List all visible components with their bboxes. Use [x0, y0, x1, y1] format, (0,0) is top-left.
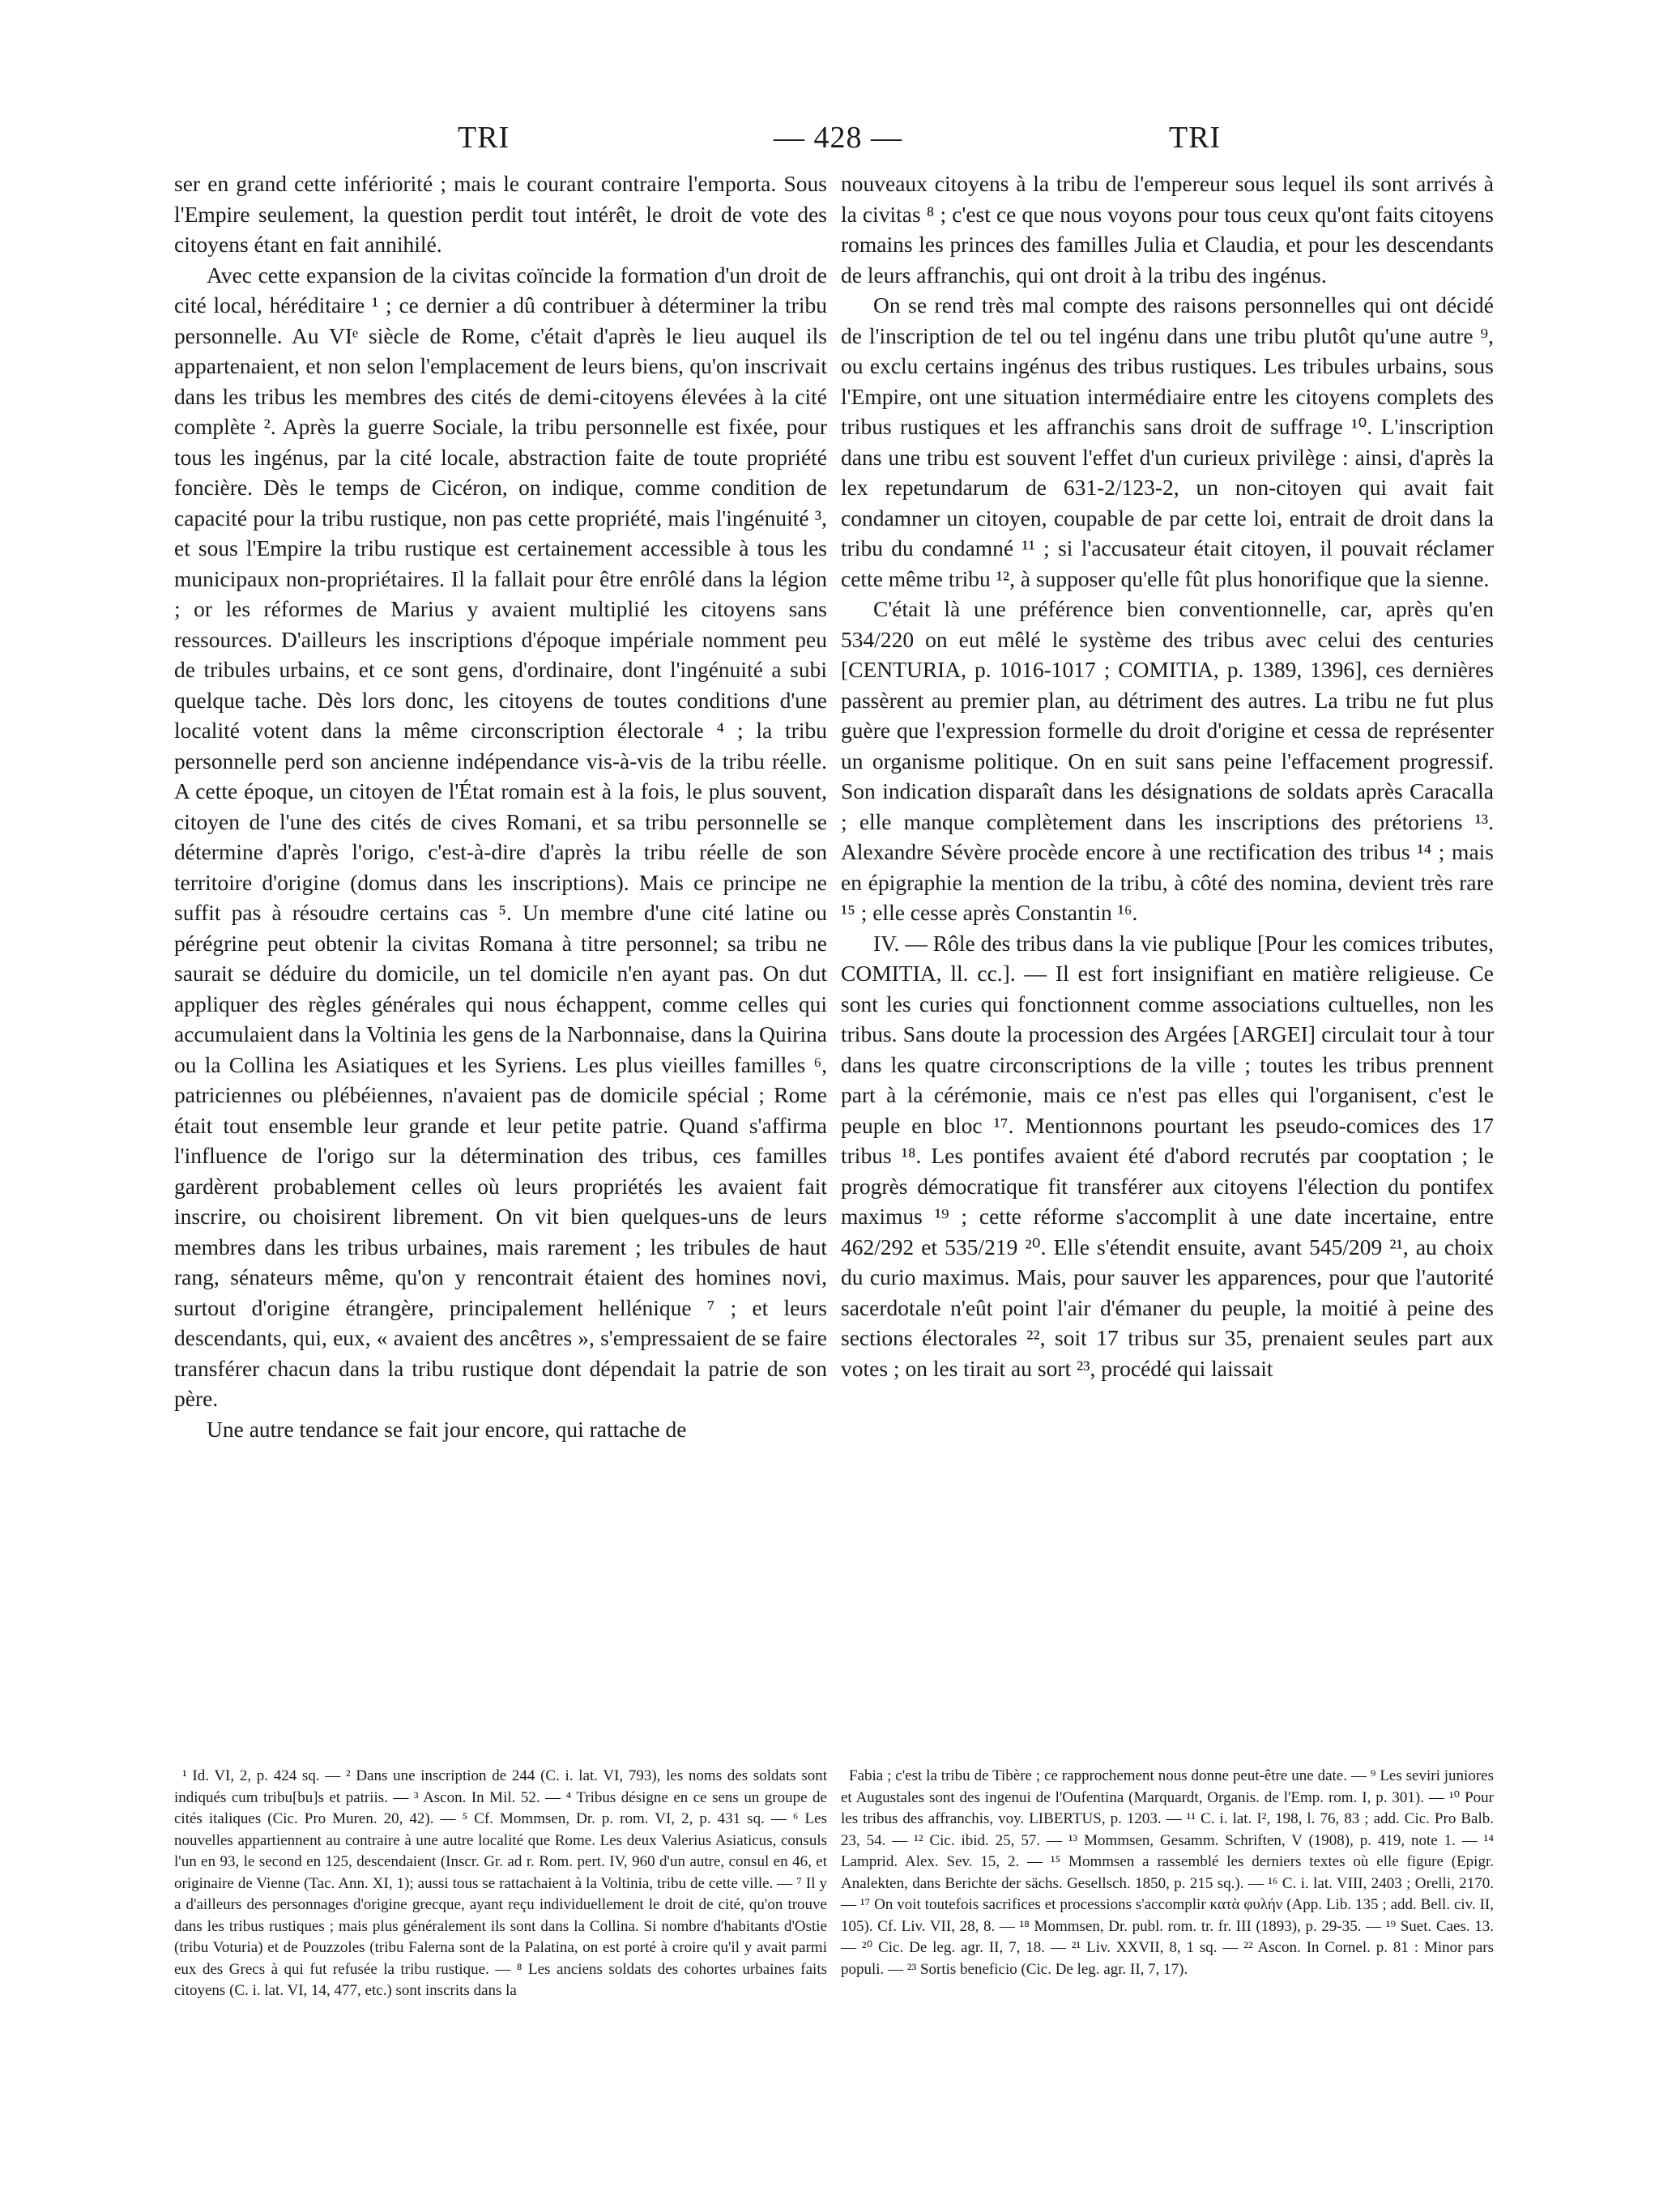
header-left-title: TRI — [458, 121, 510, 155]
right-footnotes — [841, 1766, 1494, 1980]
header-right-title: TRI — [1169, 121, 1222, 155]
left-column — [174, 168, 827, 1444]
left-paragraph-3: Une autre tendance se fait jour encore, qui rattache de — [207, 1416, 687, 1442]
running-header — [162, 120, 1531, 160]
right-paragraph-2: On se rend très mal compte des raisons personnelles qui ont décidé de l'inscription de tel ou tel ingénu dans une tribu plutôt qu'une autre ⁹, ou exclu certains ingénus des tribus rustiques. Les tribules urbains, sous l'Empire, ont une situation intermédiaire entre les citoyens complets des tribus rustiques et les affranchis sans droit de suffrage ¹⁰. L'inscription dans une tribu est souvent l'effet d'un curieux privilège : ainsi, d'après la lex repetundarum de 631-2/123-2, un non-citoyen qui avait fait condamner un citoyen, coupable de par cette loi, entrait de droit dans la tribu du condamné ¹¹ ; si l'accusateur était citoyen, il pouvait réclamer cette même tribu ¹², à supposer qu'elle fût plus honorifique que la sienne. — [841, 292, 1494, 591]
left-paragraph-1: ser en grand cette infériorité ; mais le courant contraire l'emporta. Sous l'Empire seulement, la question perdit tout intérêt, le droit de vote des citoyens étant en fait annihilé. — [174, 171, 827, 257]
left-paragraph-2: Avec cette expansion de la civitas coïncide la formation d'un droit de cité local, héréditaire ¹ ; ce dernier a dû contribuer à déterminer la tribu personnelle. Au VIᵉ siècle de Rome, c'était d'après le lieu auquel ils appartenaient, et non selon l'emplacement de leurs biens, qu'on inscrivait dans les tribus les membres des cités de demi-citoyens élevées à la cité complète ². Après la guerre Sociale, la tribu personnelle est fixée, pour tous les ingénus, par la cité locale, abstraction faite de toute propriété foncière. Dès le temps de Cicéron, on indique, comme condition de capacité pour la tribu rustique, non pas cette propriété, mais l'ingénuité ³, et sous l'Empire la tribu rustique est certainement accessible à tous les municipaux non-propriétaires. Il la fallait pour être enrôlé dans la légion ; or les réformes de Marius y avaient multiplié les citoyens sans ressources. D'ailleurs les inscriptions d'époque impériale nomment peu de tribules urbains, et ce sont gens, d'ordinaire, dont l'ingénuité a subi quelque tache. Dès lors donc, les citoyens de toutes conditions d'une localité votent dans la même circonscription électorale ⁴ ; la tribu personnelle perd son ancienne indépendance vis-à-vis de la tribu réelle. A cette époque, un citoyen de l'État romain est à la fois, le plus souvent, citoyen de l'une des cités de cives Romani, et sa tribu personnelle se détermine d'après l'origo, c'est-à-dire d'après la tribu réelle de son territoire d'origine (domus dans les inscriptions). Mais ce principe ne suffit pas à résoudre certains cas ⁵. Un membre d'une cité latine ou pérégrine peut obtenir la civitas Romana à titre personnel; sa tribu ne saurait se déduire du domicile, un tel domicile n'en ayant pas. On dut appliquer des règles générales qui nous échappent, comme celles qui accumulaient dans la Voltinia les gens de la Narbonnaise, dans la Quirina ou la Collina les Asiatiques et les Syriens. Les plus vieilles familles ⁶, patriciennes ou plébéiennes, n'avaient pas de domicile spécial ; Rome était tout ensemble leur grande et leur petite patrie. Quand s'affirma l'influence de l'origo sur la détermination des tribus, ces familles gardèrent probablement celles où leurs propriétés les avaient fait inscrire, ou choisirent librement. On vit bien quelques-uns de leurs membres dans les tribus urbaines, mais rarement ; les tribules de haut rang, sénateurs même, qu'on y rencontrait étaient des homines novi, surtout d'origine étrangère, principalement hellénique ⁷ ; et leurs descendants, qui, eux, « avaient des ancêtres », s'empressaient de se faire transférer chacun dans la tribu rustique dont dépendait la patrie de son père. — [174, 262, 827, 1411]
right-paragraph-3: C'était là une préférence bien conventionnelle, car, après qu'en 534/220 on eut mêlé le système des tribus avec celui des centuries [CENTURIA, p. 1016-1017 ; COMITIA, p. 1389, 1396], ces dernières passèrent au premier plan, au détriment des autres. La tribu ne fut plus guère que l'expression formelle du droit d'origine et cessa de représenter un organisme politique. On en suit sans peine l'effacement progressif. Son indication disparaît dans les désignations de soldats après Caracalla ; elle manque complètement dans les inscriptions des prétoriens ¹³. Alexandre Sévère procède encore à une rectification des tribus ¹⁴ ; mais en épigraphie la mention de la tribu, à côté des nomina, devient très rare ¹⁵ ; elle cesse après Constantin ¹⁶. — [841, 596, 1494, 925]
left-footnotes — [174, 1766, 827, 2002]
right-footnotes-text: Fabia ; c'est la tribu de Tibère ; ce rapprochement nous donne peut-être une date. — ⁹ Les seviri juniores et Augustales sont des ingenui de l'Oufentina (Marquardt, Organis. de l'Emp. rom. I, p. 301). — ¹⁰ Pour les tribus des affranchis, voy. LIBERTUS, p. 1203. — ¹¹ C. i. lat. I², 198, l. 76, 83 ; add. Cic. Pro Balb. 23, 54. — ¹² Cic. ibid. 25, 57. — ¹³ Mommsen, Gesamm. Schriften, V (1908), p. 419, note 1. — ¹⁴ Lamprid. Alex. Sev. 15, 2. — ¹⁵ Mommsen a rassemblé les derniers textes où elle figure (Epigr. Analekten, dans Berichte der sächs. Gesellsch. 1850, p. 215 sq.). — ¹⁶ C. i. lat. VIII, 2403 ; Orelli, 2170. — ¹⁷ On voit toutefois sacrifices et processions s'accomplir κατὰ φυλήν (App. Lib. 135 ; add. Bell. civ. II, 105). Cf. Liv. VII, 28, 8. — ¹⁸ Mommsen, Dr. publ. rom. tr. fr. III (1893), p. 29-35. — ¹⁹ Suet. Caes. 13. — ²⁰ Cic. De leg. agr. II, 7, 18. — ²¹ Liv. XXVII, 8, 1 sq. — ²² Ascon. In Cornel. p. 81 : Minor pars populi. — ²³ Sortis beneficio (Cic. De leg. agr. II, 7, 17). — [841, 1767, 1494, 1978]
page-number: — 428 — — [774, 121, 902, 155]
left-footnotes-text: ¹ Id. VI, 2, p. 424 sq. — ² Dans une inscription de 244 (C. i. lat. VI, 793), les noms des soldats sont indiqués cum tribu[bu]s et patriis. — ³ Ascon. In Mil. 52. — ⁴ Tribus désigne en ce sens un groupe de cités italiques (Cic. Pro Muren. 20, 42). — ⁵ Cf. Mommsen, Dr. p. rom. VI, 2, p. 431 sq. — ⁶ Les nouvelles appartiennent au contraire à une autre localité que Rome. Les deux Valerius Asiaticus, consuls l'un en 93, le second en 125, descendaient (Inscr. Gr. ad r. Rom. pert. IV, 960 d'un autre, consul en 46, et originaire de Vienne (Tac. Ann. XI, 1); aussi tous se rattachaient à la Voltinia, tribu de cette ville. — ⁷ Il y a d'ailleurs des personnages d'origine grecque, ayant reçu individuellement le droit de cité, qu'on trouve dans les tribus rustiques ; mais plus généralement ils sont dans la Collina. Si nombre d'habitants d'Ostie (tribu Voturia) et de Pouzzoles (tribu Falerna sont de la Palatina, on est porté à croire qu'il y avait parmi eux des Grecs à qui fut refusée la tribu rustique. — ⁸ Les anciens soldats des cohortes urbaines faits citoyens (C. i. lat. VI, 14, 477, etc.) sont inscrits dans la — [174, 1767, 827, 1999]
right-paragraph-1: nouveaux citoyens à la tribu de l'empereur sous lequel ils sont arrivés à la civitas ⁸ ; c'est ce que nous voyons pour tous ceux qu'ont faits citoyens romains les princes des familles Julia et Claudia, et pour les descendants de leurs affranchis, qui ont droit à la tribu des ingénus. — [841, 171, 1494, 288]
right-column — [841, 168, 1494, 1383]
right-paragraph-4: IV. — Rôle des tribus dans la vie publique [Pour les comices tributes, COMITIA, ll. cc.]. — Il est fort insignifiant en matière religieuse. Ce sont les curies qui fonctionnent comme associations cultuelles, non les tribus. Sans doute la procession des Argées [ARGEI] circulait tour à tour dans les quatre circonscriptions de la ville ; toutes les tribus prennent part à la cérémonie, mais ce n'est pas elles qui l'organisent, c'est le peuple en bloc ¹⁷. Mentionnons pourtant les pseudo-comices des 17 tribus ¹⁸. Les pontifes avaient été d'abord recrutés par cooptation ; le progrès démocratique fit transférer aux citoyens l'élection du pontifex maximus ¹⁹ ; cette réforme s'accomplit à une date incertaine, entre 462/292 et 535/219 ²⁰. Elle s'étendit ensuite, avant 545/209 ²¹, au choix du curio maximus. Mais, pour sauver les apparences, pour que l'autorité sacerdotale n'eût point l'air d'émaner du peuple, la moitié à peine des sections électorales ²², soit 17 tribus sur 35, prenaient seules part aux votes ; on les tirait au sort ²³, procédé qui laissait — [841, 930, 1494, 1381]
